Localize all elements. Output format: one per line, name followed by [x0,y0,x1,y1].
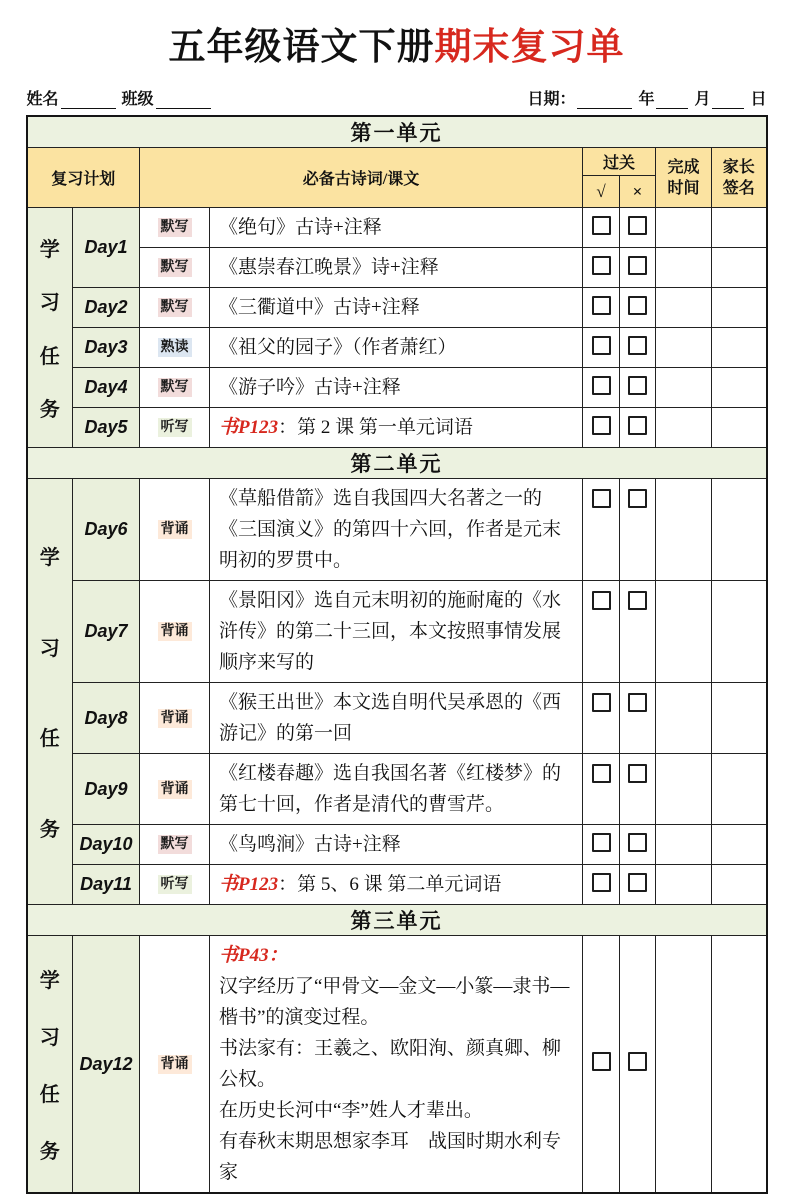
day-suffix: 日 [750,91,767,108]
side-label-char: 任 [39,1084,60,1106]
unit-title: 第一单元 [27,116,767,148]
unit-title: 第三单元 [27,905,767,936]
review-table [26,115,768,1194]
pass-yes-header: √ [583,176,620,208]
checkbox-cell [583,754,620,825]
checkbox-cell [583,248,620,288]
fail-checkbox[interactable] [628,376,647,395]
checkbox-cell [620,865,656,905]
task-text: 《绝句》古诗+注释 [219,217,382,238]
checkbox-cell [583,208,620,248]
task-content-line [219,971,573,1033]
parent-signature-cell [712,288,767,328]
checkbox-cell [620,248,656,288]
page-title-red: 期末复习单 [434,27,625,68]
task-type-tag: 默写 [158,218,192,237]
task-row [27,865,767,905]
task-content [210,408,583,448]
page-title [0,24,793,72]
task-content-line [219,829,573,860]
pass-checkbox[interactable] [592,256,611,275]
task-type-tag: 背诵 [158,520,192,539]
task-content-line [219,869,573,900]
year-suffix: 年 [638,91,655,108]
fail-checkbox[interactable] [628,336,647,355]
fail-checkbox[interactable] [628,256,647,275]
pass-checkbox[interactable] [592,764,611,783]
checkbox-cell [620,288,656,328]
task-type-tag: 默写 [158,835,192,854]
task-text: 《景阳冈》选自元末明初的施耐庵的《水浒传》的第二十三回，本文按照事情发展顺序来写的 [219,590,562,673]
class-label: 班级 [121,91,154,108]
task-content [210,368,583,408]
task-content-line [219,412,573,443]
task-row [27,754,767,825]
task-text: 《红楼春趣》选自我国名著《红楼梦》的第七十回，作者是清代的曹雪芹。 [219,763,562,815]
task-content-line [219,372,573,403]
task-content [210,248,583,288]
column-header-sign [712,148,767,208]
checkbox-cell [620,328,656,368]
task-text: 《惠崇春江晚景》诗+注释 [219,257,439,278]
name-label: 姓名 [26,91,59,108]
side-label-char: 习 [39,637,60,660]
date-fields [527,86,766,109]
task-type-tag: 默写 [158,258,192,277]
task-content [210,208,583,248]
parent-signature-cell [712,368,767,408]
side-label-study-tasks [27,479,73,905]
class-blank [156,93,211,109]
parent-signature-cell [712,865,767,905]
task-row [27,368,767,408]
task-content-line [219,332,573,363]
completion-time-cell [656,683,712,754]
side-label-char: 学 [39,238,60,261]
side-label-study-tasks [27,936,73,1194]
task-content-line [219,585,573,678]
task-row [27,825,767,865]
side-label-char: 学 [39,970,60,992]
task-type-cell [140,208,210,248]
task-row [27,288,767,328]
checkbox-cell [620,936,656,1194]
task-content-line [219,212,573,243]
pass-checkbox[interactable] [592,216,611,235]
date-day-blank [712,93,744,109]
date-label: 日期： [527,91,576,108]
checkbox-cell [583,328,620,368]
task-row [27,683,767,754]
name-blank [61,93,116,109]
fail-checkbox[interactable] [628,833,647,852]
pass-checkbox[interactable] [592,833,611,852]
time-line1: 完成 [667,158,700,176]
side-label-text [28,936,73,1192]
month-suffix: 月 [694,91,711,108]
task-text: 在历史长河中“李”姓人才辈出。 [219,1100,483,1121]
pass-checkbox[interactable] [592,336,611,355]
day-label: Day6 [73,479,140,581]
completion-time-cell [656,288,712,328]
task-type-cell [140,825,210,865]
fail-checkbox[interactable] [628,764,647,783]
parent-signature-cell [712,479,767,581]
task-text: ：第 2 课 第一单元词语 [278,417,473,438]
side-label-char: 务 [39,399,60,422]
task-type-cell [140,479,210,581]
fail-checkbox[interactable] [628,873,647,892]
fail-checkbox[interactable] [628,1052,647,1071]
task-content [210,683,583,754]
checkbox-cell [620,408,656,448]
day-label: Day1 [73,208,140,288]
task-type-cell [140,581,210,683]
pass-checkbox[interactable] [592,693,611,712]
task-text: 《游子吟》古诗+注释 [219,377,401,398]
task-content-line [219,252,573,283]
unit-band-row [27,448,767,479]
day-label: Day8 [73,683,140,754]
day-label: Day9 [73,754,140,825]
day-label: Day2 [73,288,140,328]
task-type-tag: 熟读 [158,338,192,357]
side-label-char: 学 [39,546,60,569]
completion-time-cell [656,408,712,448]
checkbox-cell [583,288,620,328]
side-label-char: 习 [39,292,60,315]
day-label: Day5 [73,408,140,448]
column-header-content: 必备古诗词/课文 [140,148,583,208]
task-text: 汉字经历了“甲骨文—金文—小篆—隶书—楷书”的演变过程。 [219,976,570,1028]
task-content [210,754,583,825]
completion-time-cell [656,479,712,581]
pass-checkbox[interactable] [592,416,611,435]
task-type-cell [140,368,210,408]
side-label-char: 任 [39,728,60,751]
task-type-tag: 背诵 [158,622,192,641]
checkbox-cell [583,683,620,754]
fail-checkbox[interactable] [628,489,647,508]
parent-signature-cell [712,936,767,1194]
task-type-tag: 听写 [158,875,192,894]
side-label-char: 任 [39,345,60,368]
task-content [210,288,583,328]
task-type-tag: 背诵 [158,780,192,799]
pass-checkbox[interactable] [592,591,611,610]
task-type-cell [140,754,210,825]
parent-signature-cell [712,683,767,754]
task-row [27,328,767,368]
task-text: 《三衢道中》古诗+注释 [219,297,420,318]
task-content-line [219,940,573,971]
side-label-study-tasks [27,208,73,448]
column-header-time [656,148,712,208]
column-header-pass: 过关 [583,148,656,176]
task-type-cell [140,683,210,754]
task-content-line [219,1033,573,1095]
task-content-line [219,292,573,323]
task-text: 有春秋末期思想家李耳 战国时期水利专家 [219,1131,562,1183]
checkbox-cell [583,479,620,581]
task-type-cell [140,408,210,448]
date-year-blank [577,93,632,109]
pass-checkbox[interactable] [592,376,611,395]
task-text: 《猴王出世》本文选自明代吴承恩的《西游记》的第一回 [219,692,562,744]
task-text: 《鸟鸣涧》古诗+注释 [219,834,401,855]
task-text: ：第 5、6 课 第二单元词语 [278,874,502,895]
task-content-line [219,483,573,576]
name-class-fields [27,86,213,109]
checkbox-cell [620,208,656,248]
task-content [210,936,583,1194]
completion-time-cell [656,754,712,825]
task-content [210,865,583,905]
date-month-blank [656,93,688,109]
checkbox-cell [620,368,656,408]
table-header-row [27,148,767,176]
parent-signature-cell [712,248,767,288]
parent-signature-cell [712,754,767,825]
pass-checkbox[interactable] [592,489,611,508]
task-row [27,936,767,1194]
task-content-line [219,1126,573,1188]
parent-signature-cell [712,208,767,248]
pass-checkbox[interactable] [592,1052,611,1071]
checkbox-cell [583,581,620,683]
completion-time-cell [656,936,712,1194]
task-content [210,581,583,683]
page-ref-red-text: 书P43： [219,945,288,966]
day-label: Day7 [73,581,140,683]
page-title-black: 五年级语文下册 [168,27,435,68]
sign-line1: 家长 [722,158,755,176]
unit-band-row [27,905,767,936]
pass-checkbox[interactable] [592,873,611,892]
pass-no-header: × [620,176,656,208]
unit-title: 第二单元 [27,448,767,479]
task-type-tag: 默写 [158,378,192,397]
day-label: Day3 [73,328,140,368]
info-row [27,86,767,109]
day-label: Day4 [73,368,140,408]
day-label: Day11 [73,865,140,905]
task-content-line [219,687,573,749]
checkbox-cell [583,865,620,905]
task-type-cell [140,248,210,288]
task-content-line [219,1095,573,1126]
checkbox-cell [583,825,620,865]
side-label-char: 习 [39,1027,60,1049]
checkbox-cell [620,825,656,865]
task-type-tag: 默写 [158,298,192,317]
fail-checkbox[interactable] [628,416,647,435]
task-row [27,479,767,581]
task-type-tag: 听写 [158,418,192,437]
completion-time-cell [656,328,712,368]
parent-signature-cell [712,581,767,683]
fail-checkbox[interactable] [628,216,647,235]
completion-time-cell [656,368,712,408]
day-label: Day10 [73,825,140,865]
task-type-cell [140,328,210,368]
side-label-text [28,208,73,447]
checkbox-cell [620,581,656,683]
checkbox-cell [620,754,656,825]
task-type-tag: 背诵 [158,709,192,728]
side-label-text [28,479,73,904]
task-row [27,408,767,448]
task-content [210,825,583,865]
task-type-tag: 背诵 [158,1055,192,1074]
checkbox-cell [620,479,656,581]
fail-checkbox[interactable] [628,296,647,315]
completion-time-cell [656,581,712,683]
task-content [210,328,583,368]
sign-line2: 签名 [722,179,755,197]
task-text: 《草船借箭》选自我国四大名著之一的《三国演义》的第四十六回，作者是元末明初的罗贯中。 [219,488,562,571]
pass-checkbox[interactable] [592,296,611,315]
completion-time-cell [656,825,712,865]
task-content-line [219,758,573,820]
page-ref-red-text: 书P123 [219,417,279,438]
task-text: 《祖父的园子》（作者萧红） [219,337,457,358]
checkbox-cell [583,408,620,448]
side-label-char: 务 [39,1141,60,1163]
unit-band-row [27,116,767,148]
parent-signature-cell [712,328,767,368]
page-ref-red-text: 书P123 [219,874,279,895]
fail-checkbox[interactable] [628,693,647,712]
task-type-cell [140,865,210,905]
task-type-cell [140,288,210,328]
task-row [27,208,767,248]
task-row [27,581,767,683]
checkbox-cell [620,683,656,754]
parent-signature-cell [712,408,767,448]
column-header-plan: 复习计划 [27,148,140,208]
time-line2: 时间 [667,179,700,197]
parent-signature-cell [712,825,767,865]
task-type-cell [140,936,210,1194]
task-text: 书法家有：王羲之、欧阳洵、颜真卿、柳公权。 [219,1038,562,1090]
completion-time-cell [656,248,712,288]
task-content [210,479,583,581]
completion-time-cell [656,865,712,905]
side-label-char: 务 [39,819,60,842]
day-label: Day12 [73,936,140,1194]
completion-time-cell [656,208,712,248]
fail-checkbox[interactable] [628,591,647,610]
checkbox-cell [583,368,620,408]
checkbox-cell [583,936,620,1194]
